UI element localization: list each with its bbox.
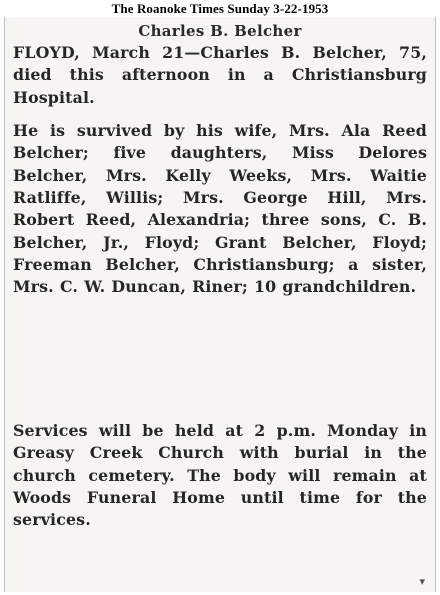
obituary-paragraph-services xyxy=(13,420,427,532)
obituary-paragraph-survivors xyxy=(13,120,427,299)
source-citation: The Roanoke Times Sunday 3-22-1953 xyxy=(111,1,329,16)
paragraph-text: He is survived by his wife, Mrs. Ala Reed Belcher; five daughters, Miss Delores Belcher, Mrs. Kelly Weeks, Mrs. Waitie Ratliffe, Willis; Mrs. George Hill, Mrs. Robert Reed, Alexandria; three sons, C. B. Belcher, Jr., Floyd; Grant Belcher, Floyd; Freeman Belcher, Christiansburg; a sister, Mrs. C. W. Duncan, Riner; 10 grandchildren. xyxy=(13,121,427,297)
paragraph-text: Services will be held at 2 p.m. Monday in Greasy Creek Church with burial in the church cemetery. The body will remain at Woods Funeral Home until time for the services. xyxy=(13,421,427,530)
obituary-headline: Charles B. Belcher xyxy=(138,22,302,40)
paragraph-text: FLOYD, March 21—Charles B. Belcher, 75, died this afternoon in a Christiansburg Hospital. xyxy=(13,43,427,107)
obituary-paragraph-death-notice xyxy=(13,42,427,109)
print-mark: ▾ xyxy=(419,575,425,588)
newspaper-clipping xyxy=(4,17,436,592)
